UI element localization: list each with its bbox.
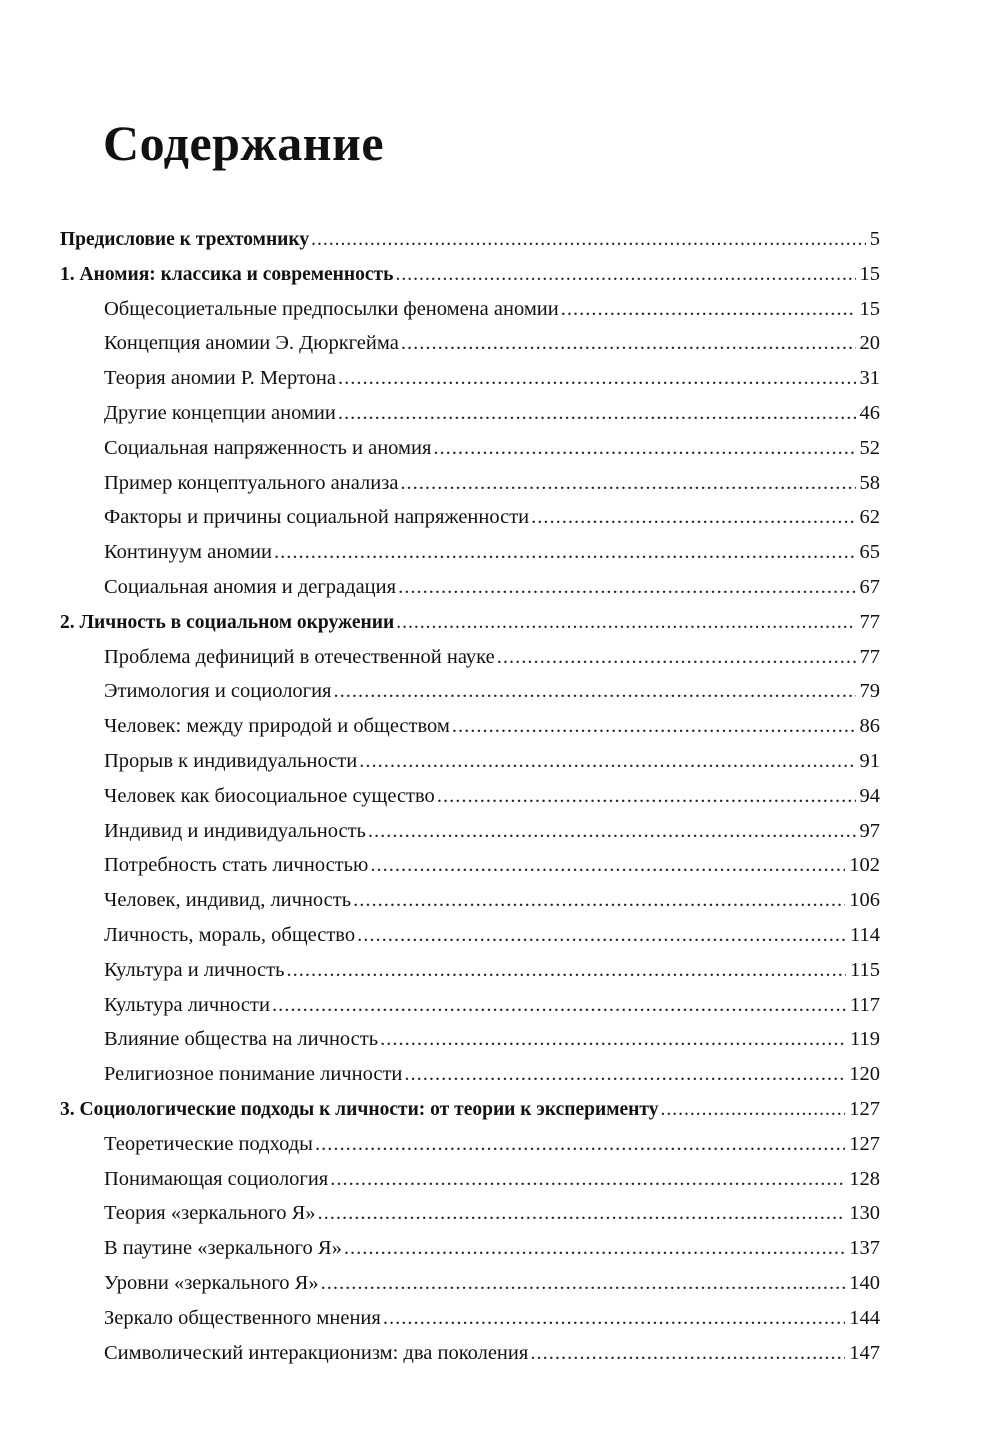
toc-section-entry <box>60 576 880 611</box>
dot-leader <box>318 1202 846 1225</box>
toc-section-entry <box>60 750 880 785</box>
toc-page-number: 58 <box>859 471 880 494</box>
toc-section-entry <box>60 646 880 681</box>
toc-page-number: 114 <box>850 923 880 946</box>
toc-page-number: 115 <box>850 958 880 981</box>
dot-leader <box>286 959 846 982</box>
toc-page-number: 120 <box>849 1063 880 1086</box>
toc-section-entry <box>60 889 880 924</box>
dot-leader <box>274 541 856 564</box>
dot-leader <box>398 576 855 599</box>
toc-page-number: 127 <box>849 1097 880 1120</box>
toc-section-entry <box>60 1307 880 1342</box>
toc-page-number: 46 <box>859 401 880 424</box>
toc-section-entry <box>60 506 880 541</box>
toc-entry-title: Религиозное понимание личности <box>104 1063 403 1086</box>
toc-page-number: 94 <box>859 784 880 807</box>
toc-entry-title: Человек как биосоциальное существо <box>104 784 435 807</box>
dot-leader <box>395 264 855 286</box>
dot-leader <box>272 994 846 1017</box>
dot-leader <box>452 715 856 738</box>
toc-entry-title: Теоретические подходы <box>104 1132 313 1155</box>
toc-section-entry <box>60 1342 880 1377</box>
table-of-contents <box>60 228 880 1376</box>
toc-page-number: 62 <box>859 506 880 529</box>
toc-entry-title: Личность, мораль, общество <box>104 923 356 946</box>
toc-entry-title: 3. Социологические подходы к личности: от теории к эксперименту <box>60 1098 659 1120</box>
dot-leader <box>368 820 856 843</box>
toc-entry-title: Континуум аномии <box>104 541 272 564</box>
dot-leader <box>357 924 846 947</box>
toc-section-entry <box>60 820 880 855</box>
toc-entry-title: Культура и личность <box>104 958 285 981</box>
dot-leader <box>660 1099 845 1121</box>
toc-entry-title: В паутине «зеркального Я» <box>104 1237 342 1260</box>
toc-page-number: 86 <box>859 715 880 738</box>
toc-entry-title: Понимающая социология <box>104 1167 329 1190</box>
toc-section-entry <box>60 1272 880 1307</box>
dot-leader <box>400 472 855 495</box>
toc-entry-title: Концепция аномии Э. Дюркгейма <box>104 332 399 355</box>
toc-entry-title: Социальная напряженность и аномия <box>104 436 432 459</box>
toc-page-number: 67 <box>859 575 880 598</box>
dot-leader <box>330 1168 845 1191</box>
dot-leader <box>311 229 866 251</box>
toc-page-number: 144 <box>849 1306 880 1329</box>
dot-leader <box>497 646 856 669</box>
dot-leader <box>321 1272 846 1295</box>
toc-section-entry <box>60 402 880 437</box>
toc-page-number: 137 <box>849 1237 880 1260</box>
toc-page-number: 117 <box>850 993 880 1016</box>
dot-leader <box>370 854 845 877</box>
toc-page-number: 52 <box>859 436 880 459</box>
toc-entry-title: Теория аномии Р. Мертона <box>104 367 336 390</box>
dot-leader <box>561 298 856 321</box>
dot-leader <box>380 1028 846 1051</box>
toc-section-entry <box>60 924 880 959</box>
dot-leader <box>338 367 856 390</box>
toc-section-entry <box>60 298 880 333</box>
toc-section-entry <box>60 959 880 994</box>
toc-entry-title: Факторы и причины социальной напряженности <box>104 506 530 529</box>
dot-leader <box>353 889 845 912</box>
toc-page-number: 130 <box>849 1202 880 1225</box>
toc-chapter-entry <box>60 1098 880 1133</box>
toc-entry-title: Прорыв к индивидуальности <box>104 749 358 772</box>
dot-leader <box>315 1133 845 1156</box>
toc-page-number: 5 <box>869 228 880 250</box>
toc-page-number: 140 <box>849 1271 880 1294</box>
toc-page-number: 15 <box>859 262 880 285</box>
toc-page-number: 20 <box>859 332 880 355</box>
toc-section-entry <box>60 1133 880 1168</box>
toc-page-number: 127 <box>849 1132 880 1155</box>
dot-leader <box>344 1237 845 1260</box>
toc-page-number: 15 <box>859 297 880 320</box>
toc-section-entry <box>60 1202 880 1237</box>
toc-section-entry <box>60 1168 880 1203</box>
toc-page-number: 97 <box>859 819 880 842</box>
toc-entry-title: Проблема дефиниций в отечественной науке <box>104 645 495 668</box>
toc-entry-title: Уровни «зеркального Я» <box>104 1271 319 1294</box>
dot-leader <box>383 1307 845 1330</box>
dot-leader <box>401 332 856 355</box>
toc-section-entry <box>60 367 880 402</box>
toc-entry-title: Пример концептуального анализа <box>104 471 399 494</box>
toc-page-number: 31 <box>859 367 880 390</box>
toc-page-number: 119 <box>850 1028 880 1051</box>
toc-page-number: 91 <box>859 749 880 772</box>
toc-entry-title: Культура личности <box>104 993 270 1016</box>
toc-entry-title: Символический интеракционизм: два поколения <box>104 1341 529 1364</box>
toc-page-number: 102 <box>849 854 880 877</box>
toc-page-number: 128 <box>849 1167 880 1190</box>
dot-leader <box>530 1342 845 1365</box>
toc-entry-title: Предисловие к трехтомнику <box>60 229 310 250</box>
dot-leader <box>433 437 855 460</box>
toc-section-entry <box>60 1237 880 1272</box>
toc-entry-title: 2. Личность в социальном окружении <box>60 611 395 633</box>
toc-page-number: 79 <box>859 680 880 703</box>
page-title: Содержание <box>103 115 385 171</box>
toc-section-entry <box>60 437 880 472</box>
toc-entry-title: Этимология и социология <box>104 680 332 703</box>
dot-leader <box>338 402 856 425</box>
dot-leader <box>437 785 856 808</box>
toc-page-number: 106 <box>849 889 880 912</box>
toc-entry-title: Индивид и индивидуальность <box>104 819 366 842</box>
toc-entry-title: Человек: между природой и обществом <box>104 715 450 738</box>
toc-entry-title: Зеркало общественного мнения <box>104 1306 381 1329</box>
toc-section-entry <box>60 715 880 750</box>
toc-entry-title: Человек, индивид, личность <box>104 889 352 912</box>
toc-section-entry <box>60 472 880 507</box>
toc-chapter-entry <box>60 263 880 298</box>
dot-leader <box>404 1063 845 1086</box>
toc-section-entry <box>60 1028 880 1063</box>
toc-entry-title: Теория «зеркального Я» <box>104 1202 316 1225</box>
toc-section-entry <box>60 854 880 889</box>
toc-entry-title: Социальная аномия и деградация <box>104 575 397 598</box>
toc-entry-title: Другие концепции аномии <box>104 401 336 424</box>
toc-chapter-entry <box>60 611 880 646</box>
dot-leader <box>333 680 855 703</box>
toc-page-number: 77 <box>859 610 880 633</box>
dot-leader <box>396 612 855 634</box>
toc-entry-title: 1. Аномия: классика и современность <box>60 263 394 285</box>
toc-section-entry <box>60 332 880 367</box>
toc-chapter-entry <box>60 228 880 263</box>
toc-section-entry <box>60 994 880 1029</box>
toc-section-entry <box>60 680 880 715</box>
dot-leader <box>531 506 855 529</box>
toc-section-entry <box>60 785 880 820</box>
toc-page-number: 65 <box>859 541 880 564</box>
dot-leader <box>359 750 855 773</box>
toc-section-entry <box>60 1063 880 1098</box>
toc-entry-title: Потребность стать личностью <box>104 854 369 877</box>
toc-entry-title: Общесоциетальные предпосылки феномена аномии <box>104 297 559 320</box>
toc-page-number: 77 <box>859 645 880 668</box>
toc-section-entry <box>60 541 880 576</box>
toc-entry-title: Влияние общества на личность <box>104 1028 379 1051</box>
toc-page-number: 147 <box>849 1341 880 1364</box>
